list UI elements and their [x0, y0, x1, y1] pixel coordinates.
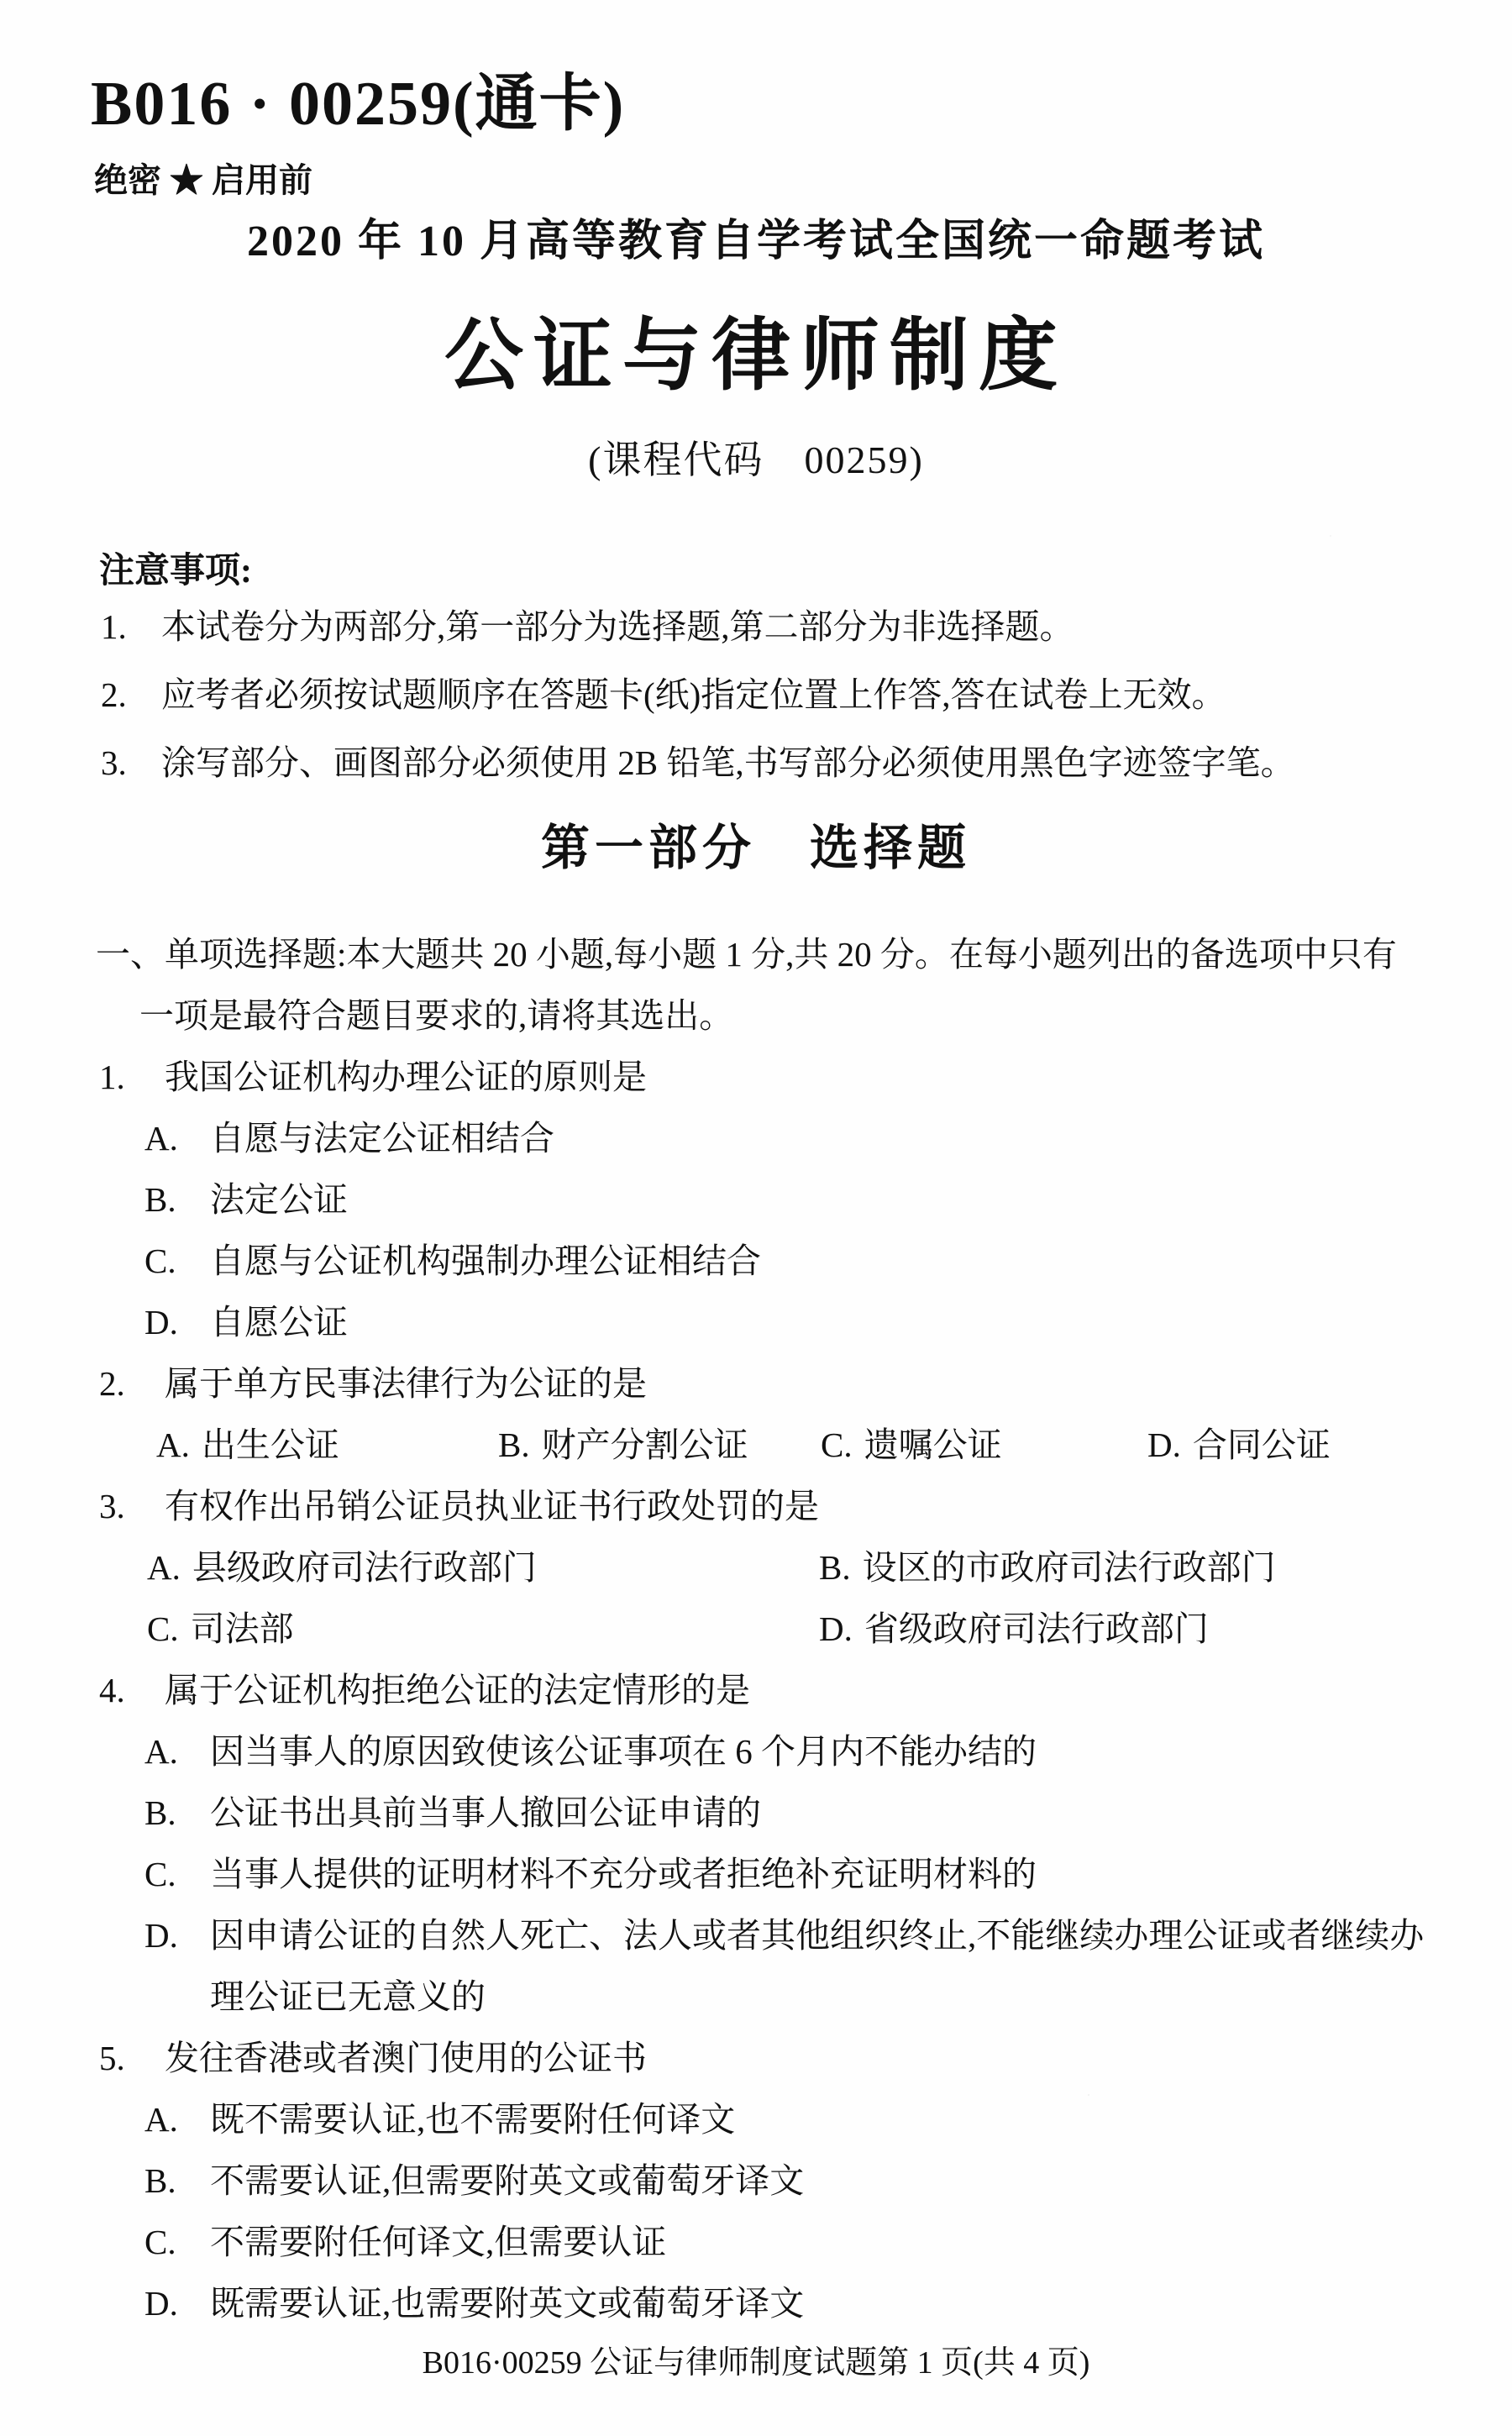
part-title: 第一部分 选择题 [540, 821, 971, 875]
option-label: A. [144, 1119, 178, 1158]
notice-item-number: 3. [101, 743, 127, 782]
option-b [0, 1782, 1512, 1844]
option-label: D. [819, 1609, 853, 1648]
option-a [0, 1108, 1512, 1169]
notice-heading: 注意事项: [99, 552, 252, 591]
question-stem [0, 1047, 1512, 1108]
option-text: 不需要附任何译文,但需要认证 [210, 2223, 667, 2261]
option-b [498, 1415, 821, 1476]
option-d-continued: 理公证已无意义的 [210, 1977, 486, 2016]
option-label: A. [144, 2100, 178, 2139]
option-text: 自愿与公证机构强制办理公证相结合 [210, 1242, 761, 1280]
option-label: C. [144, 2223, 176, 2261]
option-label: B. [498, 1425, 530, 1464]
option-c [0, 1844, 1512, 1905]
option-label: C. [147, 1609, 179, 1648]
notice-item-text: 涂写部分、画图部分必须使用 2B 铅笔,书写部分必须使用黑色字迹签字笔。 [161, 743, 1295, 782]
option-label: C. [821, 1425, 853, 1464]
option-text: 设区的市政府司法行政部门 [862, 1548, 1276, 1587]
option-text: 因当事人的原因致使该公证事项在 6 个月内不能办结的 [210, 1732, 1037, 1771]
option-label: D. [144, 1303, 178, 1341]
option-text: 县级政府司法行政部门 [192, 1548, 537, 1587]
exam-session-title: 2020 年 10 月高等教育自学考试全国统一命题考试 [246, 218, 1265, 265]
question-5 [0, 2028, 1512, 2334]
question-number: 2. [99, 1364, 125, 1403]
option-d [819, 1609, 1209, 1648]
option-c [147, 1599, 819, 1660]
question-stem [0, 1660, 1512, 1721]
options-row-1 [0, 1537, 1512, 1599]
secrecy-label: 绝密 ★ 启用前 [94, 161, 312, 199]
notice-item-1 [0, 593, 1512, 661]
option-label: B. [819, 1548, 851, 1587]
option-label: D. [1147, 1425, 1181, 1464]
option-b [819, 1548, 1276, 1587]
option-text: 因申请公证的自然人死亡、法人或者其他组织终止,不能继续办理公证或者继续办 [210, 1916, 1425, 1955]
notice-item-text: 应考者必须按试题顺序在答题卡(纸)指定位置上作答,答在试卷上无效。 [161, 675, 1226, 714]
option-text: 当事人提供的证明材料不充分或者拒绝补充证明材料的 [210, 1855, 1037, 1893]
option-text: 财产分割公证 [541, 1425, 748, 1464]
notice-item-2 [0, 661, 1512, 729]
option-label: B. [144, 2161, 176, 2200]
notice-item-text: 本试卷分为两部分,第一部分为选择题,第二部分为非选择题。 [161, 607, 1074, 646]
section-intro-line-2: 一项是最符合题目要求的,请将其选出。 [139, 996, 734, 1035]
option-text: 出生公证 [201, 1425, 339, 1464]
option-d [0, 1292, 1512, 1353]
option-label: C. [144, 1242, 176, 1280]
option-d [0, 2273, 1512, 2334]
question-3 [0, 1476, 1512, 1660]
notice-item-number: 2. [101, 675, 127, 714]
paper-code: B016 · 00259(通卡) [91, 70, 626, 139]
question-1 [0, 1047, 1512, 1353]
option-a [156, 1415, 498, 1476]
option-label: D. [144, 1916, 178, 1955]
option-d [0, 1905, 1512, 1966]
option-c [821, 1415, 1147, 1476]
option-a [0, 2089, 1512, 2150]
question-number: 4. [99, 1671, 125, 1709]
option-text: 既不需要认证,也不需要附任何译文 [210, 2100, 736, 2139]
page-footer: B016·00259 公证与律师制度试题第 1 页(共 4 页) [422, 2345, 1090, 2381]
option-a [147, 1537, 819, 1599]
option-text: 法定公证 [210, 1180, 348, 1219]
question-stem-text: 有权作出吊销公证员执业证书行政处罚的是 [165, 1487, 819, 1525]
option-c [0, 1231, 1512, 1292]
question-number: 3. [99, 1487, 125, 1525]
option-text: 省级政府司法行政部门 [864, 1609, 1209, 1648]
option-text: 遗嘱公证 [864, 1425, 1002, 1464]
option-d [1147, 1415, 1331, 1476]
option-label: C. [144, 1855, 176, 1893]
options-row-2 [0, 1599, 1512, 1660]
section-intro-line-1: 一、单项选择题:本大题共 20 小题,每小题 1 分,共 20 分。在每小题列出的备选项中只有 [96, 935, 1397, 974]
question-stem-text: 属于公证机构拒绝公证的法定情形的是 [165, 1671, 750, 1709]
option-b [0, 2150, 1512, 2212]
question-stem [0, 1353, 1512, 1415]
option-text: 既需要认证,也需要附英文或葡萄牙译文 [210, 2284, 805, 2323]
notice-item-number: 1. [101, 607, 127, 646]
question-4 [0, 1660, 1512, 2028]
question-2 [0, 1353, 1512, 1476]
notice-item-3 [0, 729, 1512, 797]
option-text: 自愿与法定公证相结合 [210, 1119, 554, 1158]
option-text: 公证书出具前当事人撤回公证申请的 [210, 1793, 761, 1832]
course-code: (课程代码 00259) [588, 438, 924, 481]
option-label: A. [156, 1425, 190, 1464]
option-label: B. [144, 1180, 176, 1219]
option-text: 自愿公证 [210, 1303, 348, 1341]
subject-title: 公证与律师制度 [444, 312, 1068, 400]
question-stem-text: 我国公证机构办理公证的原则是 [165, 1058, 647, 1096]
option-c [0, 2212, 1512, 2273]
option-label: A. [147, 1548, 181, 1587]
option-a [0, 1721, 1512, 1782]
option-text: 合同公证 [1192, 1425, 1331, 1464]
question-stem-text: 属于单方民事法律行为公证的是 [165, 1364, 647, 1403]
question-number: 5. [99, 2039, 125, 2077]
question-number: 1. [99, 1058, 125, 1096]
option-label: D. [144, 2284, 178, 2323]
question-stem [0, 1476, 1512, 1537]
question-stem-text: 发往香港或者澳门使用的公证书 [165, 2039, 647, 2077]
option-b [0, 1169, 1512, 1231]
option-text: 司法部 [190, 1609, 294, 1648]
option-label: B. [144, 1793, 176, 1832]
options-row [0, 1415, 1512, 1476]
question-stem [0, 2028, 1512, 2089]
option-text: 不需要认证,但需要附英文或葡萄牙译文 [210, 2161, 805, 2200]
option-label: A. [144, 1732, 178, 1771]
